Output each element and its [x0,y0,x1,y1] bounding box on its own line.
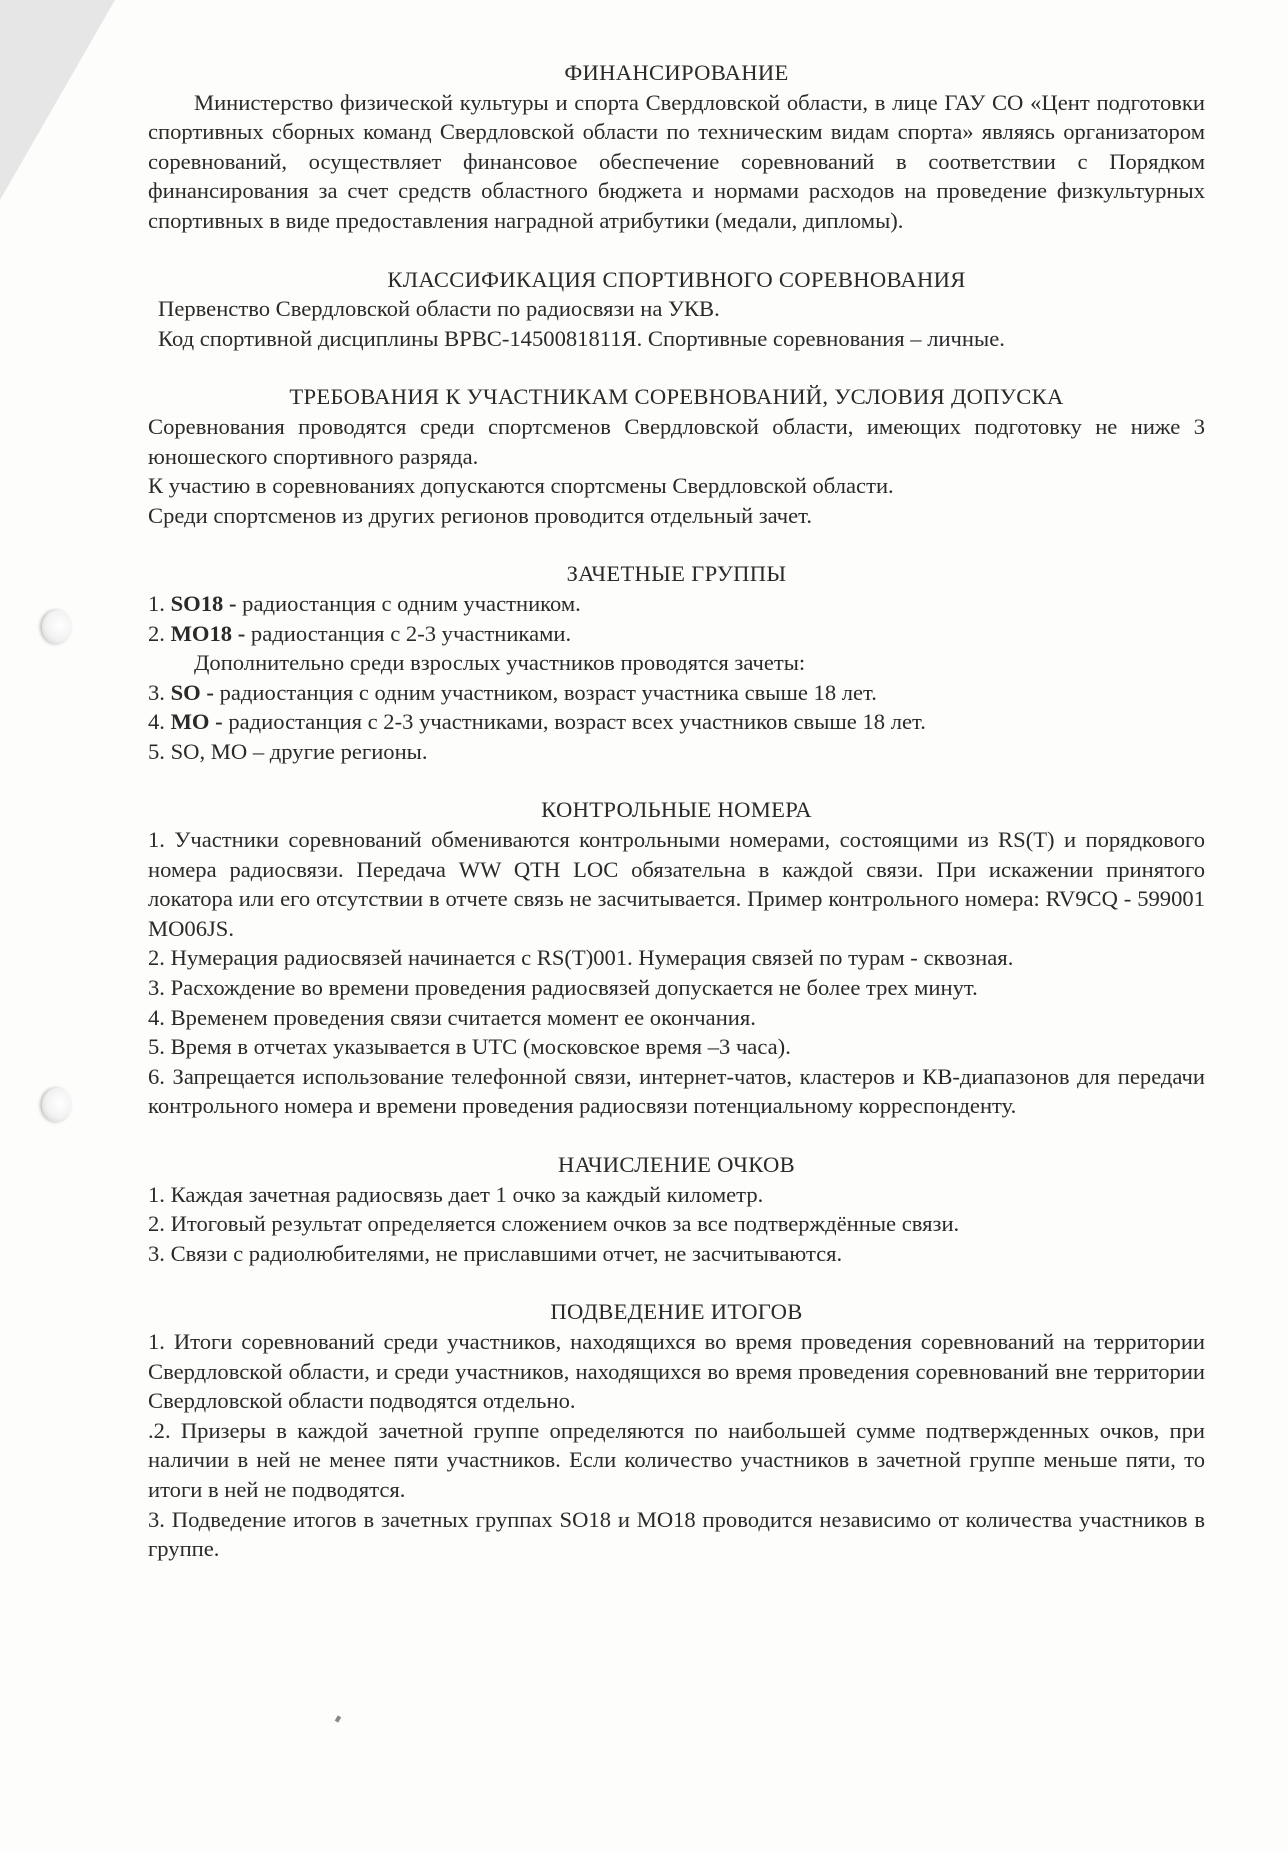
section-line: Среди спортсменов из других регионов проводится отдельный зачет. [148,502,812,528]
list-item: 5. Время в отчетах указывается в UTC (московское время –3 часа). [148,1034,791,1060]
group-note: Дополнительно среди взрослых участников проводятся зачеты: [194,650,806,676]
section-heading: ПОДВЕДЕНИЕ ИТОГОВ [550,1299,803,1325]
group-item: 2. MO18 - радиостанция с 2-3 участниками. [148,620,572,646]
section-heading: ЗАЧЕТНЫЕ ГРУППЫ [566,561,787,587]
list-item: 2. Нумерация радиосвязей начинается с RS(T)001. Нумерация связей по турам - сквозная. [148,945,1014,971]
section-heading: ФИНАНСИРОВАНИЕ [564,60,789,85]
section-results [148,1297,1205,1563]
list-item: 3. Подведение итогов в зачетных группах SO18 и MO18 проводится независимо от количества участников в группе. [148,1506,1205,1562]
list-item: 3. Связи с радиолюбителями, не приславшими отчет, не засчитываются. [148,1240,843,1266]
section-classification [148,265,1205,354]
list-item: 1. Каждая зачетная радиосвязь дает 1 очко за каждый километр. [148,1181,764,1207]
punch-hole-bottom [42,1088,72,1122]
group-item: 3. SO - радиостанция с одним участником, возраст участника свыше 18 лет. [148,679,877,705]
section-paragraph: Министерство физической культуры и спорта Свердловской области, в лице ГАУ СО «Цент подготовки спортивных сборных команд Свердловской области по техническим видам спорта» являясь организатором соревнований, осуществляет финансовое обеспечение соревнований в соответствии с Порядком финансирования за счет средств областного бюджета и нормами расходов на проведение физкультурных спортивных в виде предоставления наградной атрибутики (медали, дипломы). [148,89,1205,233]
section-financing [148,58,1205,236]
group-item: 4. MO - радиостанция с 2-3 участниками, возраст всех участников свыше 18 лет. [148,709,926,735]
section-requirements [148,382,1205,530]
section-scoring [148,1150,1205,1268]
section-line: Первенство Свердловской области по радиосвязи на УКВ. [158,296,720,322]
section-paragraph: Соревнования проводятся среди спортсменов Свердловской области, имеющих подготовку не ниже 3 юношеского спортивного разряда. [148,413,1205,469]
folded-corner [0,0,115,200]
section-groups [148,559,1205,766]
list-item: .2. Призеры в каждой зачетной группе определяются по наибольшей сумме подтвержденных очков, при наличии в ней не менее пяти участников. Если количество участников в зачетной группе меньше пяти, то итоги в ней не подводятся. [148,1417,1205,1502]
punch-hole-top [42,610,72,644]
list-item: 4. Временем проведения связи считается момент ее окончания. [148,1004,756,1030]
list-item: 1. Итоги соревнований среди участников, находящихся во время проведения соревнований на территории Свердловской области, и среди участников, находящихся во время проведения соревнований вне территории Свердловской области подводятся отдельно. [148,1328,1205,1414]
list-item: 3. Расхождение во времени проведения радиосвязей допускается не более трех минут. [148,975,978,1001]
section-line: Код спортивной дисциплины ВРВС-1450081811Я. Спортивные соревнования – личные. [158,325,1005,351]
ink-speck [335,1715,341,1722]
group-item: 5. SO, MO – другие регионы. [148,738,428,764]
section-heading: КОНТРОЛЬНЫЕ НОМЕРА [541,797,812,823]
list-item: 6. Запрещается использование телефонной связи, интернет-чатов, кластеров и КВ-диапазонов для передачи контрольного номера и времени проведения радиосвязи потенциальному корреспонденту. [148,1063,1205,1119]
section-line: К участию в соревнованиях допускаются спортсмены Свердловской области. [148,473,894,499]
list-item: 2. Итоговый результат определяется сложением очков за все подтверждённые связи. [148,1211,960,1237]
section-heading: КЛАССИФИКАЦИЯ СПОРТИВНОГО СОРЕВНОВАНИЯ [387,266,966,292]
document-body [148,58,1205,1564]
group-item: 1. SO18 - радиостанция с одним участником. [148,590,581,616]
section-heading: НАЧИСЛЕНИЕ ОЧКОВ [557,1152,796,1177]
list-item: 1. Участники соревнований обмениваются контрольными номерами, состоящими из RS(T) и порядкового номера радиосвязи. Передача WW QTH LOC обязательна в каждой связи. При искажении принятого локатора или его отсутствии в отчете связь не засчитывается. Пример контрольного номера: RV9CQ - 599001 MO06JS. [148,827,1205,941]
section-control-numbers [148,795,1205,1121]
section-heading: ТРЕБОВАНИЯ К УЧАСТНИКАМ СОРЕВНОВАНИЙ, УСЛОВИЯ ДОПУСКА [289,384,1064,410]
